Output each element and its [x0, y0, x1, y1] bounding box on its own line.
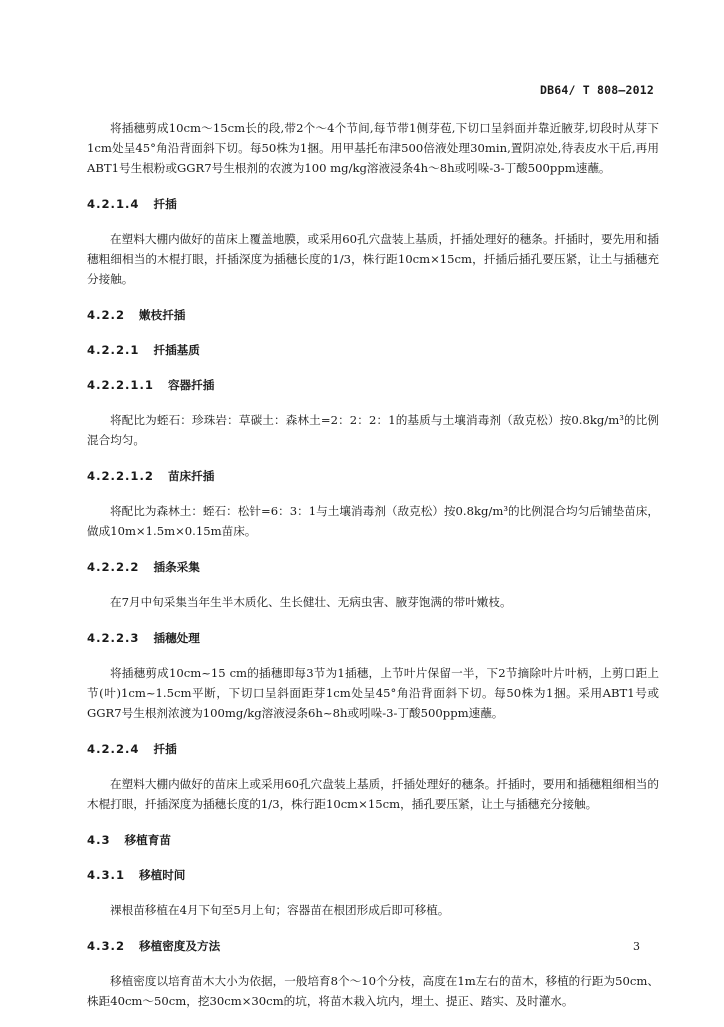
section-number: 4.2.2.3 — [87, 631, 140, 645]
section-number: 4.2.2.2 — [87, 560, 140, 574]
paragraph: 移植密度以培育苗木大小为依据，一般培育8个～10个分枝，高度在1m左右的苗木，移植的行距为50cm、株距40cm～50cm，挖30cm×30cm的坑，将苗木栽入坑内，埋土、提正、踏实、及时灌水。 — [87, 974, 659, 1008]
section-number: 4.2.2.1.1 — [87, 378, 154, 392]
section-heading — [87, 739, 659, 759]
section-heading — [87, 628, 659, 648]
section-number: 4.2.2.1.2 — [87, 469, 154, 483]
paragraph: 将配比为蛭石：珍珠岩：草碳土：森林土=2：2：2：1的基质与土壤消毒剂（敌克松）按0.8kg/m³的比例混合均匀。 — [87, 413, 659, 447]
section-number: 4.2.2.1 — [87, 343, 140, 357]
section-heading — [87, 194, 659, 214]
paragraph: 在塑料大棚内做好的苗床上或采用60孔穴盘装上基质，扦插处理好的穗条。扦插时，要用和插穗粗细相当的木棍打眼，扦插深度为插穗长度的1/3，株行距10cm×15cm，插孔要压紧，让土与插穗充分接触。 — [87, 777, 659, 811]
paragraph: 将插穗剪成10cm~15 cm的插穗即每3节为1插穗，上节叶片保留一半，下2节摘除叶片叶柄，上剪口距上节(叶)1cm~1.5cm平断，下切口呈斜面距芽1cm处呈45°角沿背面斜下切。每50株为1捆。采用ABT1号或GGR7号生根剂浓渡为100mg/kg溶液浸条6h~8h或吲哚-3-丁酸500ppm速蘸。 — [87, 666, 659, 720]
section-title: 苗床扦插 — [167, 469, 215, 483]
section-number: 4.3 — [87, 833, 111, 847]
document-code: DB64/ T 808—2012 — [540, 83, 654, 97]
section-heading — [87, 830, 659, 850]
section-title: 扦插 — [153, 742, 177, 756]
section-heading — [87, 375, 659, 395]
section-number: 4.2.2 — [87, 308, 126, 322]
section-title: 移植育苗 — [124, 833, 171, 847]
section-heading — [87, 557, 659, 577]
paragraph: 将配比为森林土：蛭石：松针=6：3：1与土壤消毒剂（敌克松）按0.8kg/m³的比例混合均匀后铺垫苗床，做成10m×1.5m×0.15m苗床。 — [87, 504, 659, 538]
section-title: 移植密度及方法 — [139, 939, 221, 953]
section-number: 4.2.2.4 — [87, 742, 140, 756]
section-heading — [87, 865, 659, 885]
page-number: 3 — [633, 940, 640, 953]
section-number: 4.2.1.4 — [87, 197, 140, 211]
section-title: 扦插基质 — [153, 343, 200, 357]
paragraph: 裸根苗移植在4月下旬至5月上旬；容器苗在根团形成后即可移植。 — [110, 903, 450, 917]
section-heading — [87, 466, 659, 486]
document-body — [87, 118, 659, 1027]
section-number: 4.3.2 — [87, 939, 126, 953]
section-heading — [87, 305, 659, 325]
section-heading — [87, 340, 659, 360]
section-title: 移植时间 — [139, 868, 186, 882]
paragraph: 将插穗剪成10cm～15cm长的段,带2个～4个节间,每节带1侧芽苞,下切口呈斜面并靠近腋芽,切段时从芽下1cm处呈45°角沿背面斜下切。每50株为1捆。用甲基托布津500倍液处理30min,置阴凉处,待表皮水干后,再用ABT1号生根粉或GGR7号生根剂的农渡为100 mg/kg溶液浸条4h～8h或吲哚-3-丁酸500ppm速蘸。 — [87, 121, 659, 175]
section-heading — [87, 936, 659, 956]
section-title: 插条采集 — [153, 560, 200, 574]
section-title: 嫩枝扦插 — [139, 308, 186, 322]
section-title: 容器扦插 — [167, 378, 215, 392]
section-title: 插穗处理 — [153, 631, 200, 645]
paragraph: 在7月中旬采集当年生半木质化、生长健壮、无病虫害、腋芽饱满的带叶嫩枝。 — [110, 595, 512, 609]
paragraph: 在塑料大棚内做好的苗床上覆盖地膜，或采用60孔穴盘装上基质，扦插处理好的穗条。扦插时，要先用和插穗粗细相当的木棍打眼，扦插深度为插穗长度的1/3，株行距10cm×15cm，扦插后插孔要压紧，让土与插穗充分接触。 — [87, 232, 659, 286]
section-number: 4.3.1 — [87, 868, 126, 882]
section-title: 扦插 — [153, 197, 177, 211]
